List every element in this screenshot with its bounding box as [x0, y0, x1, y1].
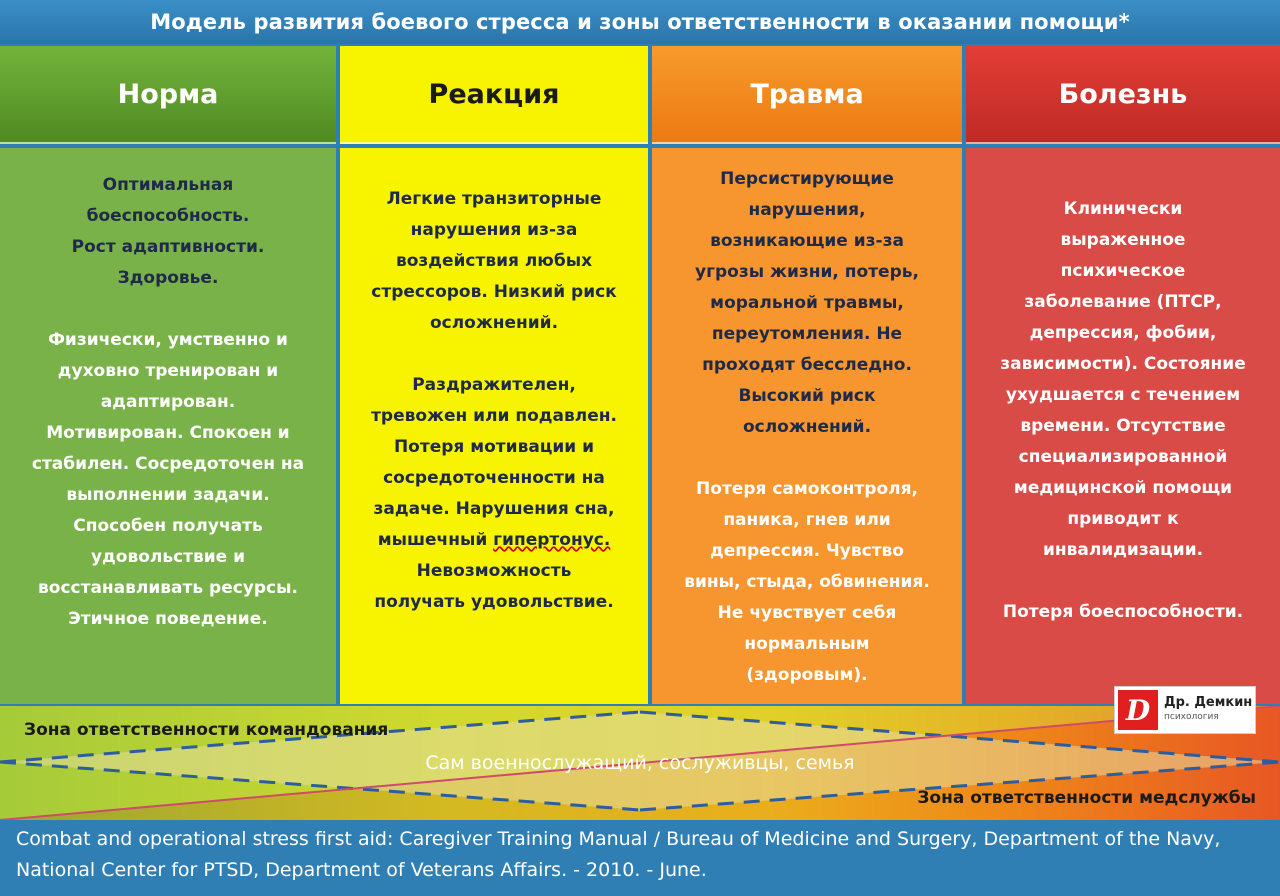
column-header-trauma: Травма	[652, 46, 962, 144]
self-zone-label: Сам военнослужащий, сослуживцы, семья	[425, 752, 855, 774]
trauma-details: Потеря самоконтроля, паника, гнев или депрессия. Чувство вины, стыда, обвинения. Не чувствует себя нормальным (здоровым).	[684, 479, 930, 685]
source-citation: Combat and operational stress first aid: Caregiver Training Manual / Bureau of Medicine and Surgery, Department of the Navy, National Center for PTSD, Department of Veterans Affairs. - 2010. - June.	[16, 828, 1221, 881]
illness-details: Потеря боеспособности.	[1002, 602, 1244, 622]
responsibility-zones	[0, 706, 1280, 820]
column-header-reaction: Реакция	[340, 46, 648, 144]
column-trauma	[652, 148, 962, 704]
column-reaction	[340, 148, 648, 704]
reaction-details-end: Невозможность получать удовольствие.	[374, 561, 614, 612]
brand-logo	[1114, 686, 1256, 734]
illness-summary: Клинически выраженное психическое заболевание (ПТСР, депрессия, фобии, зависимости). Состояние ухудшается с течением времени. Отсутствие специализированной медицинской помощи приводит к инвалидизации.	[1000, 199, 1246, 560]
trauma-summary: Персистирующие нарушения, возникающие из-за угрозы жизни, потерь, моральной травмы, переутомления. Не проходят бесследно. Высокий риск осложнений.	[695, 169, 919, 437]
page-title: Модель развития боевого стресса и зоны ответственности в оказании помощи*	[0, 0, 1280, 44]
column-norm	[0, 148, 336, 704]
column-header-illness: Болезнь	[966, 46, 1280, 144]
logo-text	[1164, 696, 1252, 724]
norm-details: Физически, умственно и духовно тренирован и адаптирован. Мотивирован. Спокоен и стабилен. Сосредоточен на выполнении задачи. Способен получать удовольствие и восстанавливать ресурсы. Этичное поведение.	[31, 329, 305, 629]
command-zone-label: Зона ответственности командования	[24, 720, 389, 740]
logo-mark-icon: D	[1118, 690, 1158, 730]
reaction-summary: Легкие транзиторные нарушения из-за воздействия любых стрессоров. Низкий риск осложнений.	[371, 189, 617, 333]
reaction-details: Раздражителен, тревожен или подавлен. Потеря мотивации и сосредоточенности на задаче. Нарушения сна,	[371, 375, 617, 519]
medical-zone-label: Зона ответственности медслужбы	[917, 788, 1256, 808]
reaction-hypertonus-word2: гипертонус.	[493, 530, 611, 550]
column-header-norm: Норма	[0, 46, 336, 144]
column-illness	[966, 148, 1280, 704]
reaction-hypertonus-word1: мышечный	[377, 530, 488, 550]
reaction-hypertonus-line	[350, 525, 638, 556]
norm-summary: Оптимальная боеспособность. Рост адаптивности. Здоровье.	[71, 174, 265, 288]
logo-subtitle: психология	[1164, 712, 1219, 722]
logo-name: Др. Демкин	[1164, 695, 1253, 710]
